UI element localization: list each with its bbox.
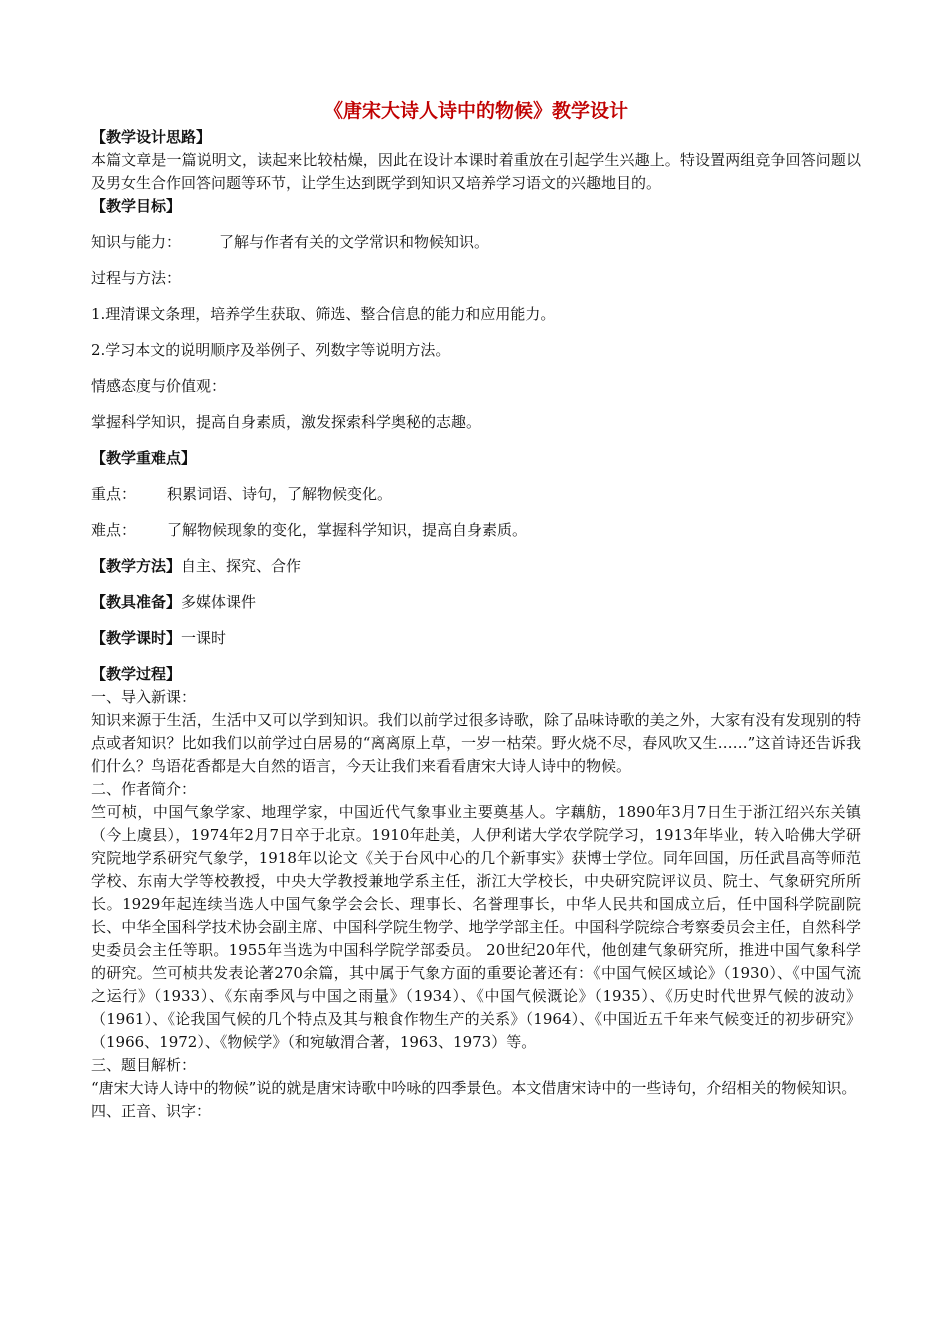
teaching-method-line xyxy=(91,555,861,578)
section-title-analysis: 三、题目解析： xyxy=(91,1056,197,1074)
difficult-point-line xyxy=(91,519,861,542)
section-text-author: 竺可桢，中国气象学家、地理学家，中国近代气象事业主要奠基人。字藕舫，1890年3月7日生于浙江绍兴东关镇（今上虞县），1974年2月7日卒于北京。1910年赴美，人伊利诺大学农学院学习，1913年毕业，转入哈佛大学研究院地学系研究气象学，1918年以论文《关于台风中心的几个新事实》获博士学位。同年回国，历任武昌高等师范学校、东南大学等校教授，中央大学教授兼地学系主任，浙江大学校长，中央研究院评议员、院士、气象研究所所长。1929年起连续当选人中国气象学会会长、理事长、名誉理事长，中华人民共和国成立后，任中国科学院副院长、中华全国科学技术协会副主席、中国科学院生物学、地学学部主任。中国科学院综合考察委员会主任，自然科学史委员会主任等职。1955年当选为中国科学院学部委员。 20世纪20年代，他创建气象研究所，推进中国气象科学的研究。竺可桢共发表论著270余篇，其中属于气象方面的重要论著还有：《中国气候区域论》（1930）、《中国气流之运行》（1933）、《东南季风与中国之雨量》（1934）、《中国气候溉论》（1935）、《历史时代世界气候的波动》（1961）、《论我国气候的几个特点及其与粮食作物生产的关系》（1964）、《中国近五千年来气候变迁的初步研究》（1966、1972）、《物候学》（和宛敏渭合著，1963、1973）等。 xyxy=(91,803,861,1051)
section-title-intro: 一、导入新课： xyxy=(91,688,197,706)
teaching-tools-value: 多媒体课件 xyxy=(181,593,257,611)
knowledge-ability-line xyxy=(91,231,861,254)
document-page xyxy=(91,96,861,1123)
teaching-method-value: 自主、探究、合作 xyxy=(181,557,302,575)
process-item-2: 2.学习本文的说明顺序及举例子、列数字等说明方法。 xyxy=(91,341,451,359)
teaching-hours-heading: 【教学课时】 xyxy=(91,629,182,647)
difficult-point-label: 难点： xyxy=(91,521,137,539)
key-points-heading: 【教学重难点】 xyxy=(91,449,197,467)
teaching-process-heading: 【教学过程】 xyxy=(91,665,182,683)
teaching-tools-line xyxy=(91,591,861,614)
teaching-method-heading: 【教学方法】 xyxy=(91,557,182,575)
teaching-tools-heading: 【教具准备】 xyxy=(91,593,182,611)
design-idea-text: 本篇文章是一篇说明文，读起来比较枯燥，因此在设计本课时着重放在引起学生兴趣上。特设置两组竞争回答问题以及男女生合作回答问题等环节，让学生达到既学到知识又培养学习语文的兴趣地目的。 xyxy=(91,151,861,192)
key-point-text: 积累词语、诗句，了解物候变化。 xyxy=(167,485,393,503)
knowledge-text: 了解与作者有关的文学常识和物候知识。 xyxy=(219,233,490,251)
process-item-1: 1.理清课文条理，培养学生获取、筛选、整合信息的能力和应用能力。 xyxy=(91,305,556,323)
design-idea-heading: 【教学设计思路】 xyxy=(91,128,212,146)
document-title: 《唐宋大诗人诗中的物候》教学设计 xyxy=(323,100,628,122)
knowledge-label: 知识与能力： xyxy=(91,233,182,251)
key-point-label: 重点： xyxy=(91,485,137,503)
section-text-analysis: “唐宋大诗人诗中的物候”说的就是唐宋诗歌中吟咏的四季景色。本文借唐宋诗中的一些诗句，介绍相关的物候知识。 xyxy=(91,1079,857,1097)
emotion-text: 掌握科学知识，提高自身素质，激发探索科学奥秘的志趣。 xyxy=(91,413,482,431)
section-text-intro: 知识来源于生活，生活中又可以学到知识。我们以前学过很多诗歌，除了品味诗歌的美之外，大家有没有发现别的特点或者知识？比如我们以前学过白居易的“离离原上草，一岁一枯荣。野火烧不尽，春风吹又生……”这首诗还告诉我们什么？鸟语花香都是大自然的语言，今天让我们来看看唐宋大诗人诗中的物候。 xyxy=(91,711,861,775)
section-title-pronunciation: 四、正音、识字： xyxy=(91,1102,212,1120)
objectives-heading: 【教学目标】 xyxy=(91,197,182,215)
difficult-point-text: 了解物候现象的变化，掌握科学知识，提高自身素质。 xyxy=(167,521,528,539)
teaching-hours-value: 一课时 xyxy=(181,629,227,647)
emotion-label: 情感态度与价值观： xyxy=(91,377,227,395)
key-point-line xyxy=(91,483,861,506)
process-method-label: 过程与方法： xyxy=(91,269,182,287)
teaching-hours-line xyxy=(91,627,861,650)
section-title-author: 二、作者简介： xyxy=(91,780,197,798)
